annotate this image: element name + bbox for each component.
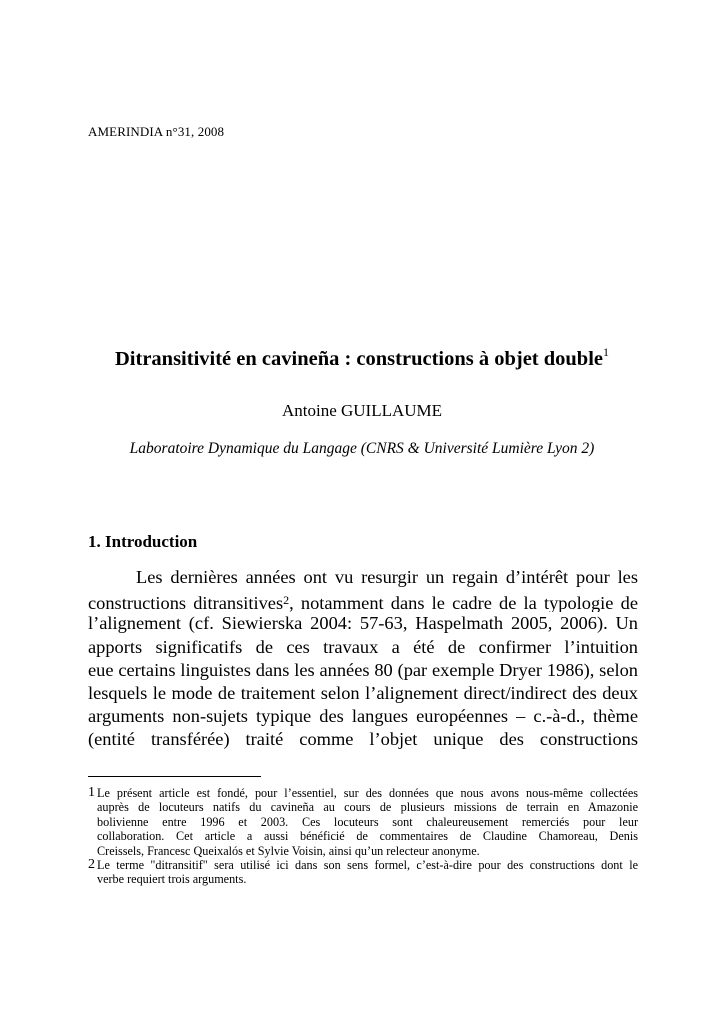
footnote-line: Le terme "ditransitif" sera utilisé ici dans son sens formel, c’est-à-dire pour des constructions dont le (97, 857, 638, 872)
footnote-line: Creissels, Francesc Queixalós et Sylvie Voisin, ainsi qu’un relecteur anonyme. (97, 843, 480, 858)
footnote-2 (88, 858, 638, 887)
footnote-number: 1 (88, 785, 95, 800)
section-heading: 1. Introduction (88, 532, 198, 551)
journal-header: AMERINDIA n°31, 2008 (88, 124, 225, 139)
author-affiliation: Laboratoire Dynamique du Langage (CNRS & Université Lumière Lyon 2) (129, 440, 595, 457)
author-name: Antoine GUILLAUME (281, 401, 443, 420)
footnote-line: Le présent article est fondé, pour l’essentiel, sur des données que nous avons nous-même collectées (97, 786, 638, 800)
article-title-text: Ditransitivité en cavineña : constructions à objet double (115, 348, 603, 370)
body-line (88, 589, 638, 612)
footnote-ref-1[interactable]: 1 (603, 345, 609, 359)
footnote-line: collaboration. Cet article a aussi bénéficié de commentaires de Claudine Chamoreau, Denis (97, 829, 638, 844)
footnote-divider (88, 776, 261, 777)
body-line-part: constructions ditransitives (88, 593, 284, 613)
article-title (0, 345, 724, 371)
footnotes (88, 786, 638, 887)
body-line: (entité transférée) traité comme l’objet unique des constructions (88, 729, 638, 750)
body-line: Les dernières années ont vu resurgir un regain d’intérêt pour les (136, 567, 638, 587)
body-line: apports significatifs de ces travaux a été de confirmer l’intuition (88, 636, 638, 657)
body-line: l’alignement (cf. Siewierska 2004: 57-63, Haspelmath 2005, 2006). Un (88, 613, 638, 634)
footnote-number: 2 (88, 856, 95, 872)
footnote-line: bolivienne entre 1996 et 2003. Ces locuteurs sont chaleureusement remerciés pour leur (97, 814, 638, 829)
footnote-ref-2[interactable]: 2 (283, 593, 290, 608)
footnote-line: auprès de locuteurs natifs du cavineña au cours de plusieurs missions de terrain en Amazonie (97, 800, 638, 815)
body-line: lesquels le mode de traitement selon l’alignement direct/indirect des deux (88, 682, 638, 703)
footnote-1 (88, 786, 638, 858)
body-line-part: , notamment dans le cadre de la typologie de (289, 593, 638, 613)
body-line: eue certains linguistes dans les années 80 (par exemple Dryer 1986), selon (88, 659, 638, 680)
body-paragraph (88, 566, 638, 752)
footnote-line: verbe requiert trois arguments. (97, 872, 247, 887)
body-line: arguments non-sujets typique des langues européennes – c.-à-d., thème (88, 706, 638, 727)
